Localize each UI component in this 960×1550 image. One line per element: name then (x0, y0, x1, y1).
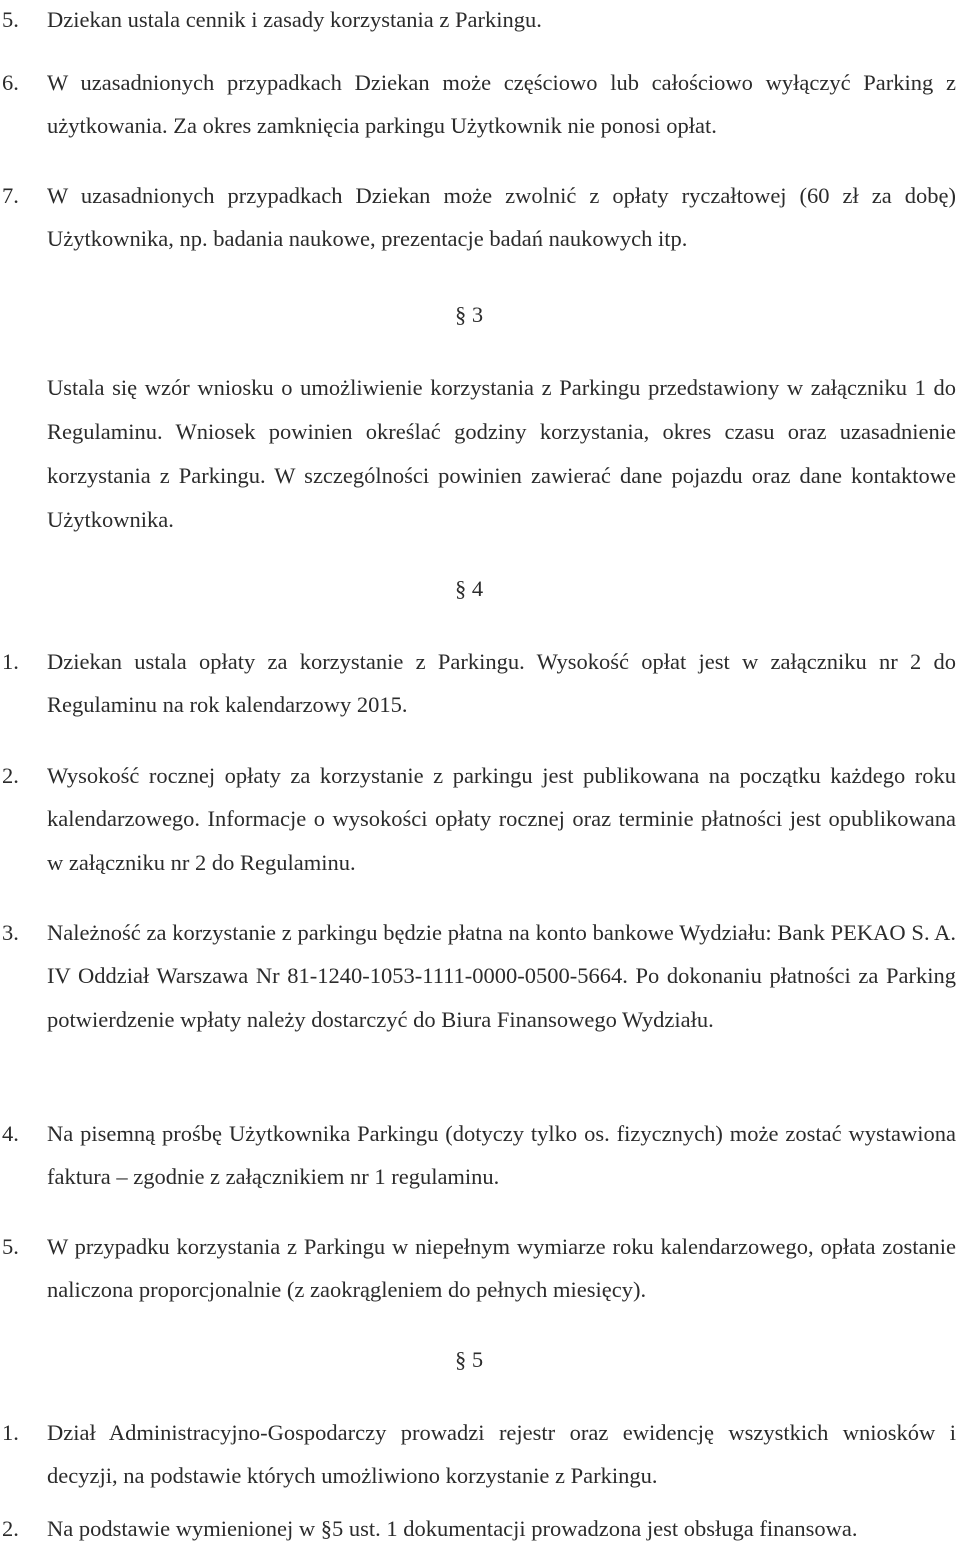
item-text: Na pisemną prośbę Użytkownika Parkingu (dotyczy tylko os. fizycznych) może zostać wystawiona faktura – zgodnie z załącznikiem nr 1 regulaminu. (47, 1121, 956, 1190)
item-text: Wysokość rocznej opłaty za korzystanie z parkingu jest publikowana na początku każdego roku kalendarzowego. Informacje o wysokości opłaty rocznej oraz terminie płatności jest opublikowana w załączniku nr 2 do Regulaminu. (47, 763, 956, 875)
section-heading: § 3 (455, 302, 484, 327)
item-text: Dziekan ustala cennik i zasady korzystania z Parkingu. (47, 7, 542, 32)
item-text: Dziekan ustala opłaty za korzystanie z Parkingu. Wysokość opłat jest w załączniku nr 2 do Regulaminu na rok kalendarzowy 2015. (47, 649, 956, 718)
item-number: 4. (2, 1121, 19, 1146)
item-text: Dział Administracyjno-Gospodarczy prowadzi rejestr oraz ewidencję wszystkich wniosków i decyzji, na podstawie których umożliwiono korzystanie z Parkingu. (47, 1420, 956, 1489)
section-heading: § 4 (455, 576, 484, 601)
item-number: 1. (2, 649, 19, 674)
item-number: 2. (2, 763, 19, 788)
list-item (0, 1225, 956, 1312)
item-text: Na podstawie wymienionej w §5 ust. 1 dokumentacji prowadzona jest obsługa finansowa. (47, 1516, 858, 1541)
item-number: 5. (2, 7, 19, 32)
list-item (0, 754, 956, 884)
item-text: Należność za korzystanie z parkingu będzie płatna na konto bankowe Wydziału: Bank PEKAO S. A. IV Oddział Warszawa Nr 81-1240-1053-1111-0000-0500-5664. Po dokonaniu płatności za Parking potwierdzenie wpłaty należy dostarczyć do Biura Finansowego Wydziału. (47, 920, 956, 1032)
item-text: W przypadku korzystania z Parkingu w niepełnym wymiarze roku kalendarzowego, opłata zostanie naliczona proporcjonalnie (z zaokrągleniem do pełnych miesięcy). (47, 1234, 956, 1303)
list-item (0, 1112, 956, 1199)
list-item (0, 1411, 956, 1498)
item-text: W uzasadnionych przypadkach Dziekan może częściowo lub całościowo wyłączyć Parking z użytkowania. Za okres zamknięcia parkingu Użytkownik nie ponosi opłat. (47, 70, 956, 139)
section-heading: § 5 (455, 1347, 484, 1372)
list-item (0, 174, 956, 261)
item-number: 3. (2, 920, 19, 945)
list-item (0, 911, 956, 1041)
item-text: W uzasadnionych przypadkach Dziekan może zwolnić z opłaty ryczałtowej (60 zł za dobę) Użytkownika, np. badania naukowe, prezentacje badań naukowych itp. (47, 183, 956, 252)
item-number: 7. (2, 183, 19, 208)
item-number: 1. (2, 1420, 19, 1445)
item-number: 6. (2, 70, 19, 95)
list-item (0, 0, 956, 41)
list-item (0, 61, 956, 148)
item-number: 5. (2, 1234, 19, 1259)
item-number: 2. (2, 1516, 19, 1541)
section-paragraph: Ustala się wzór wniosku o umożliwienie korzystania z Parkingu przedstawiony w załączniku 1 do Regulaminu. Wniosek powinien określać godziny korzystania, okres czasu oraz uzasadnienie korzystania z Parkingu. W szczególności powinien zawierać dane pojazdu oraz dane kontaktowe Użytkownika. (47, 375, 956, 532)
list-item (0, 640, 956, 727)
